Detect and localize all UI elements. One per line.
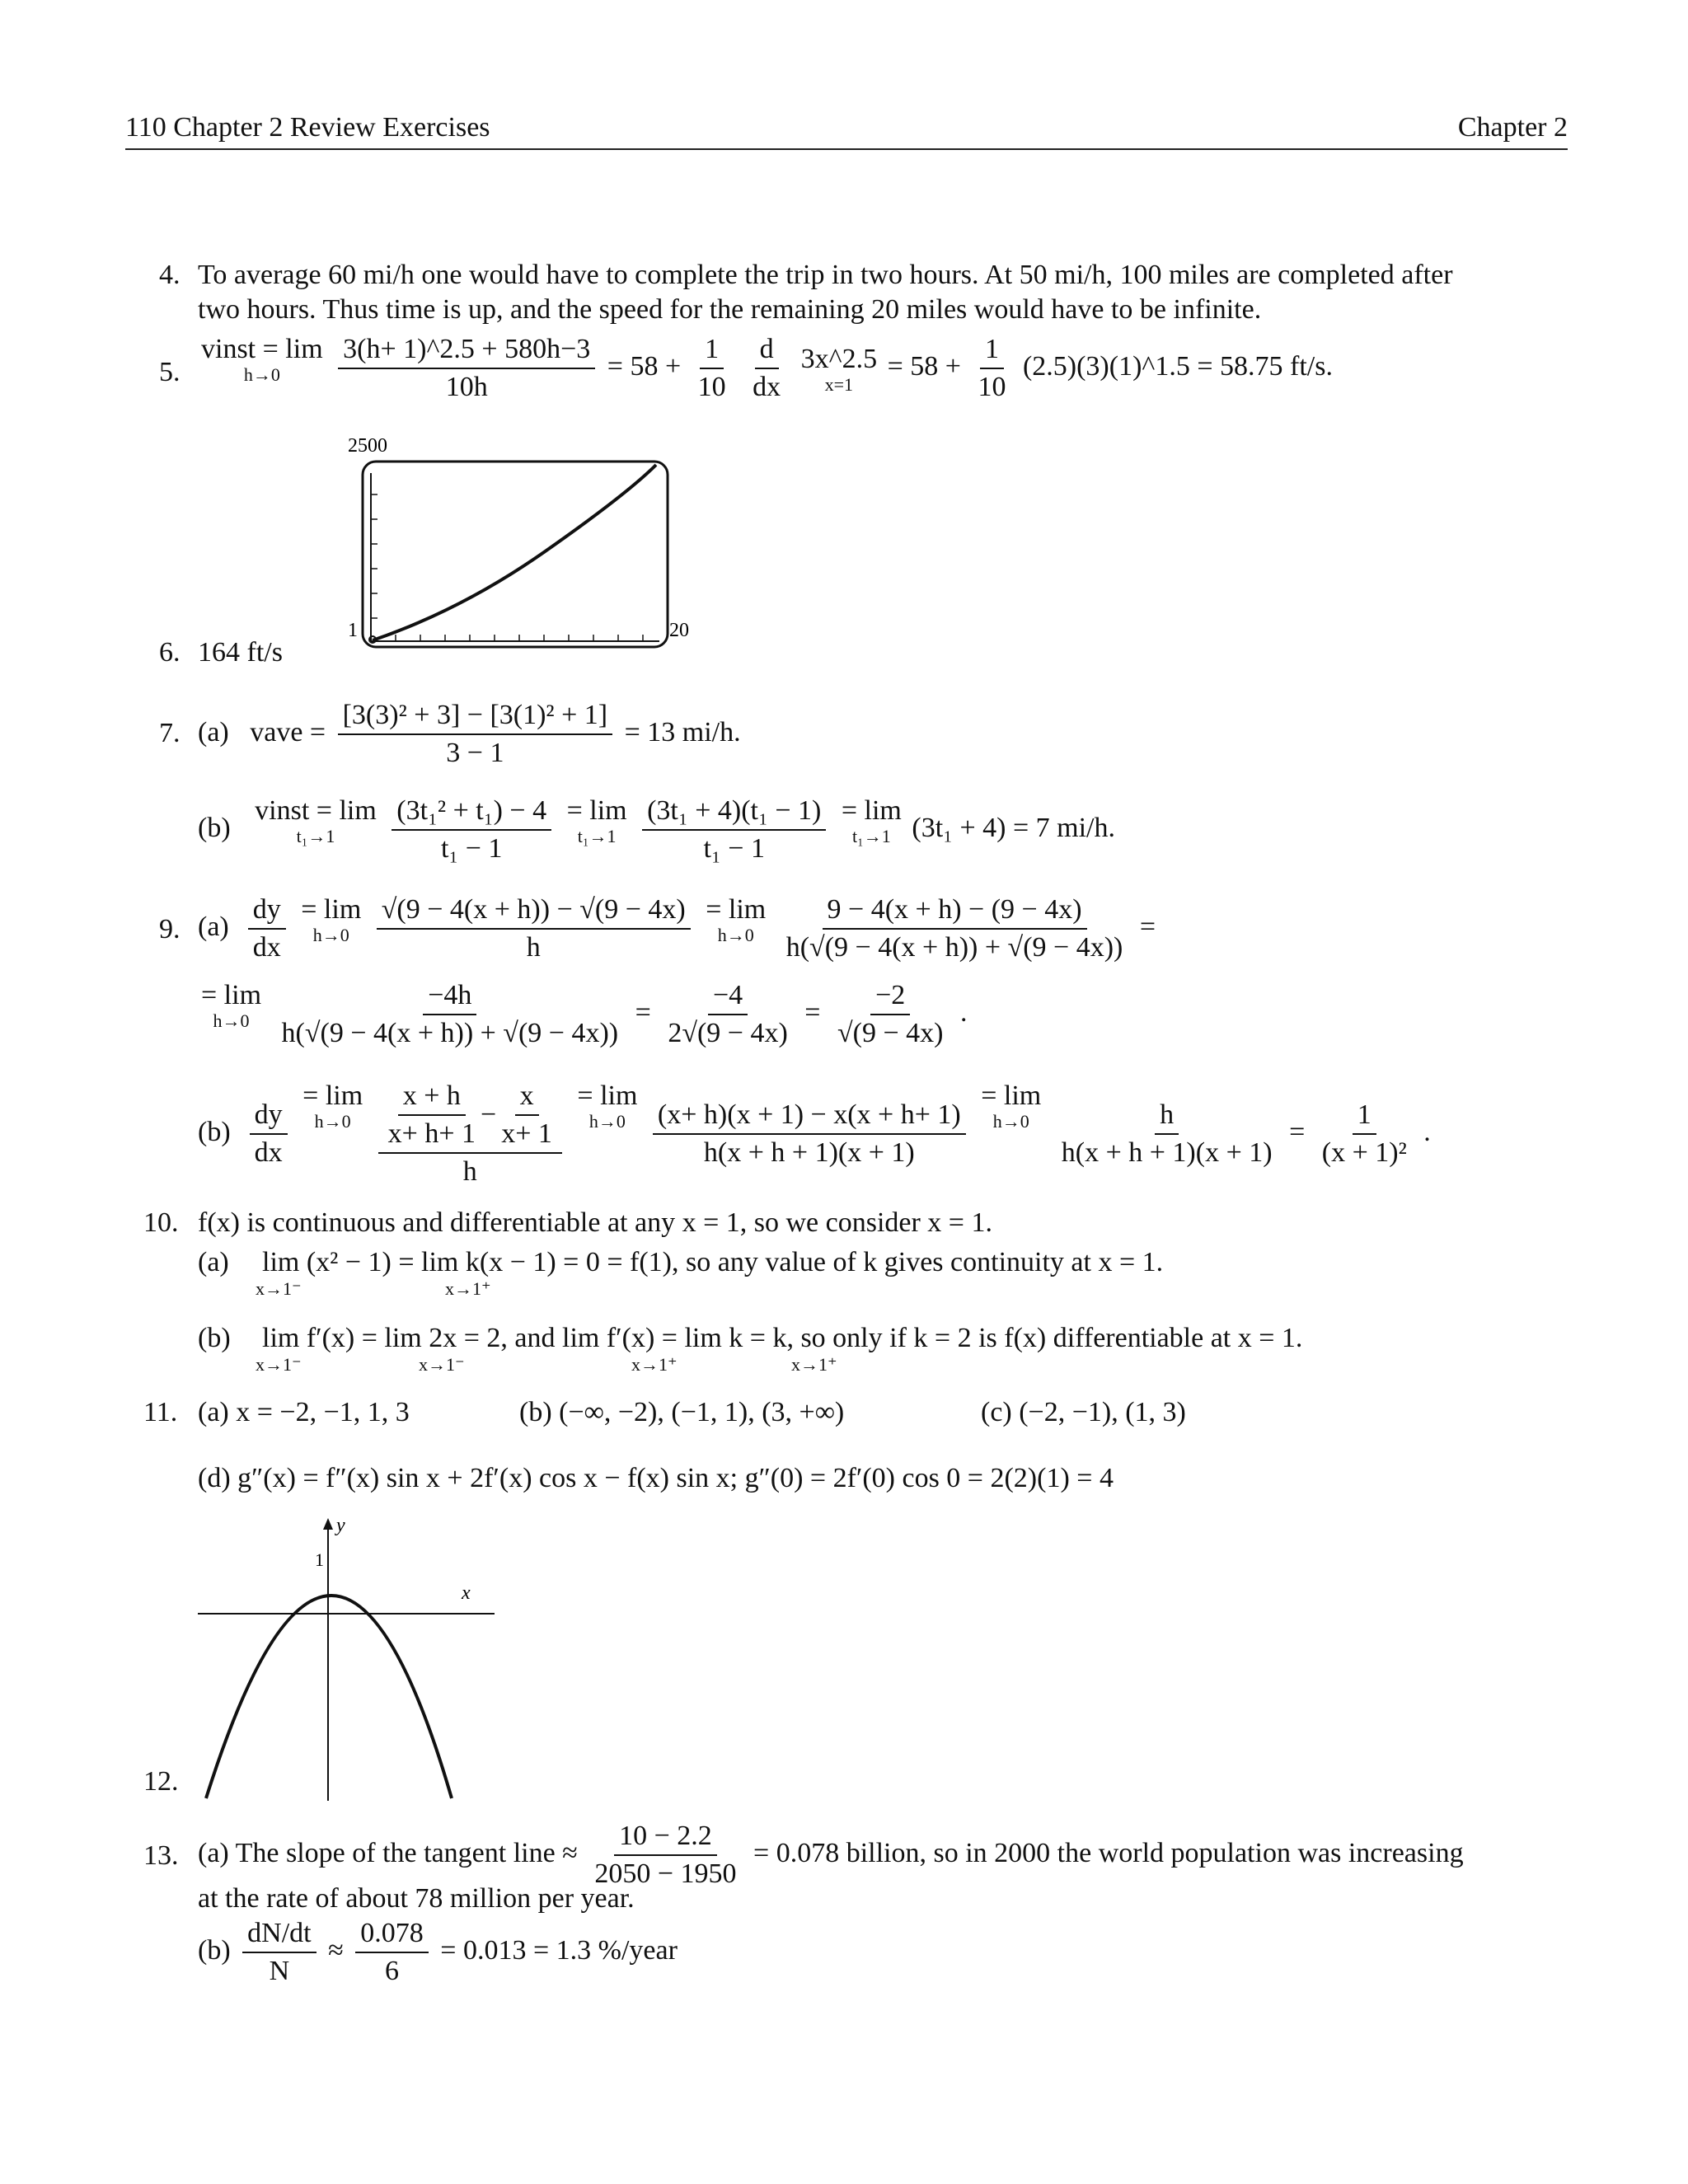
p13b-den2: 6 [385, 1956, 400, 1986]
header-rule [125, 148, 1568, 150]
p5-mid: = 58 + [607, 350, 682, 382]
p6-xmax-label: 20 [669, 620, 689, 641]
problem-7b [198, 794, 1115, 865]
problem-13a [198, 1820, 1464, 1891]
problem-13b [198, 1917, 678, 1988]
p9b-dx: dx [254, 1137, 283, 1168]
p9a-f5-num: −2 [870, 979, 910, 1015]
problem-13a-line2: at the rate of about 78 million per year. [198, 1883, 635, 1914]
p9b-eq1: = lim [302, 1080, 363, 1111]
p9a-l2-lead: = lim [201, 980, 262, 1010]
p13a-num: 10 − 2.2 [614, 1820, 717, 1856]
p10a-sub2: x→1⁺ [445, 1278, 491, 1299]
p5-f2-num: 1 [700, 333, 724, 369]
p5-f3-num: 1 [980, 333, 1004, 369]
p9b-mid-a: x+ h+ 1 [387, 1118, 476, 1149]
problem-5-number: 5. [159, 357, 181, 387]
p10b-sub2: x→1⁻ [419, 1354, 465, 1375]
p5-f3-den: 10 [978, 372, 1006, 402]
problem-11d: (d) g″(x) = f″(x) sin x + 2f′(x) cos x − f(x) sin x; g″(0) = 2f′(0) cos 0 = 2(2)(1) = 4 [198, 1463, 1114, 1493]
problem-6-graph [338, 429, 689, 676]
p9a-sub3: h→0 [213, 1010, 250, 1031]
problem-10a-text: lim (x² − 1) = lim k(x − 1) = 0 = f(1), so any value of k gives continuity at x = 1. [262, 1247, 1164, 1277]
p7b-sub1: t₁→1 [296, 826, 335, 846]
p7b-sub2: t₁→1 [577, 826, 617, 846]
p9a-f2-den: h(√(9 − 4(x + h)) + √(9 − 4x)) [785, 932, 1123, 963]
p9b-sub3: h→0 [992, 1111, 1029, 1132]
p9a-f1-den: h [526, 932, 541, 963]
p5-expr: 3x^2.5 [800, 344, 878, 374]
problem-10a-part: (a) [198, 1247, 229, 1277]
p9a-f5-den: √(9 − 4x) [837, 1018, 944, 1048]
p13a-part: (a) [198, 1837, 229, 1868]
p13b-num: dN/dt [242, 1917, 316, 1953]
p13b-den: N [269, 1956, 290, 1986]
problem-10-number: 10. [143, 1207, 179, 1238]
problem-7a [198, 699, 741, 770]
problem-7-number: 7. [159, 718, 181, 748]
problem-4-line1: To average 60 mi/h one would have to complete the trip in two hours. At 50 mi/h, 100 miles are completed after [198, 260, 1453, 290]
p9a-f2-num: 9 − 4(x + h) − (9 − 4x) [823, 893, 1087, 930]
p7b-tail: (3t₁ + 4) = 7 mi/h. [912, 812, 1116, 843]
problem-4-number: 4. [159, 260, 181, 290]
p12-x-label: x [462, 1582, 471, 1604]
p9a-part: (a) [198, 911, 229, 942]
header-right-label: Chapter 2 [1457, 112, 1568, 143]
p10a-sub1: x→1⁻ [256, 1278, 302, 1299]
p10b-sub1: x→1⁻ [256, 1354, 302, 1375]
p12-y-arrow-icon [323, 1518, 333, 1530]
p9a-f4-num: −4 [708, 979, 748, 1015]
header-right [1458, 112, 1568, 143]
header-left [125, 112, 490, 143]
p7b-f1-num: (3t₁² + t₁) − 4 [392, 794, 551, 831]
problem-12-number: 12. [143, 1766, 179, 1797]
p9a-f3-den: h(√(9 − 4(x + h)) + √(9 − 4x)) [281, 1018, 619, 1048]
p9b-top-b: x [515, 1080, 539, 1116]
p7a-tail: = 13 mi/h. [624, 716, 741, 748]
p6-x-ticks [396, 635, 643, 641]
p10b-sub4: x→1⁺ [791, 1354, 837, 1375]
p5-eval-sub: x=1 [824, 374, 854, 395]
header-chapter-title: Chapter 2 Review Exercises [173, 112, 490, 143]
problem-9a-line1 [198, 893, 1156, 964]
p7b-part: (b) [198, 812, 231, 843]
p13a-tail: = 0.078 billion, so in 2000 the world population was increasing [753, 1837, 1464, 1868]
p9b-den1: h [462, 1156, 477, 1187]
p6-curve [373, 465, 656, 640]
p5-lhs: vinst = lim [201, 334, 323, 364]
p7b-f1-den: t₁ − 1 [440, 833, 503, 864]
p9b-f3-den: h(x + h + 1)(x + 1) [1061, 1137, 1273, 1168]
p9b-f3-num: h [1155, 1099, 1179, 1135]
p6-ymin-label: 1 [348, 620, 358, 641]
p10b-sub3: x→1⁺ [631, 1354, 678, 1375]
p9a-f4-den: 2√(9 − 4x) [668, 1018, 788, 1048]
p9a-eq-end: = [1139, 911, 1156, 942]
p7a-num: [3(3)² + 3] − [3(1)² + 1] [338, 699, 613, 735]
problem-10-intro: f(x) is continuous and differentiable at any x = 1, so we consider x = 1. [198, 1207, 992, 1238]
p9a-eq1: = lim [301, 894, 362, 925]
p9b-f2-den: h(x + h + 1)(x + 1) [703, 1137, 915, 1168]
p7b-f2-den: t₁ − 1 [703, 833, 765, 864]
problem-12-graph [190, 1516, 503, 1805]
p7b-lhs: vinst = lim [255, 795, 377, 826]
p6-y-ticks [371, 494, 377, 618]
p13b-part: (b) [198, 1934, 231, 1966]
p5-ddx-num: d [755, 333, 779, 369]
problem-13-number: 13. [143, 1840, 179, 1871]
problem-9-number: 9. [159, 914, 181, 944]
problem-9b: (b) $\frac{dy}{dx}$ = lim h→0 $\frac{x + h}{x+ h+ 1}$ − $\frac{x}{x+ 1}$ h = lim h→0 $\frac{(x+ h)(x + 1) - x(x + h+ 1)}{h(x + h + 1)(x + 1)}$ = lim h→0 $\frac{h}{h(x + h + 1)(x + 1)}$ = $\frac{1}{\text{(x + 1)²}}$ . [198, 1080, 1431, 1187]
p9b-part: (b) [198, 1116, 231, 1147]
p5-tail: (2.5)(3)(1)^1.5 = 58.75 ft/s. [1022, 350, 1333, 382]
p9b-compound-num: $\frac{x + h}{x+ h+ 1}$ − $\frac{x}{x+ 1}$ [378, 1080, 562, 1154]
problem-11c: (c) (−2, −1), (1, 3) [981, 1397, 1186, 1427]
p9b-f2-num: (x+ h)(x + 1) − x(x + h+ 1) [653, 1099, 966, 1135]
p9a-dx: dx [252, 932, 281, 963]
p9a-eq2: = lim [706, 894, 767, 925]
p9b-eq2: = lim [577, 1080, 638, 1111]
p5-f1-num: 3(h+ 1)^2.5 + 580h−3 [338, 333, 595, 369]
p7a-den: 3 − 1 [446, 738, 504, 768]
problem-6-text: 164 ft/s [198, 637, 283, 668]
p13b-approx: ≈ [328, 1934, 344, 1966]
problem-11b: (b) (−∞, −2), (−1, 1), (3, +∞) [519, 1397, 845, 1427]
p9a-sub1: h→0 [312, 925, 349, 945]
p9b-dy: dy [250, 1099, 288, 1135]
p9b-top-a: x + h [398, 1080, 466, 1116]
p13a-lead: The slope of the tangent line ≈ [235, 1837, 578, 1868]
p6-frame [363, 462, 668, 647]
p9b-f4-den: (x + 1)² [1321, 1137, 1407, 1168]
p5-ddx-den: dx [753, 372, 781, 402]
problem-11-number: 11. [143, 1397, 178, 1427]
problem-5-equation [198, 333, 1333, 404]
problem-11a: (a) x = −2, −1, 1, 3 [198, 1397, 410, 1427]
p9a-f1-num: √(9 − 4(x + h)) − √(9 − 4x) [377, 893, 691, 930]
p9b-sub1: h→0 [314, 1111, 351, 1132]
p7b-mid: = lim [566, 795, 627, 826]
p12-tick-label: 1 [315, 1549, 324, 1570]
p13b-tail: = 0.013 = 1.3 %/year [440, 1934, 678, 1966]
p9a-f3-num: −4h [423, 979, 476, 1015]
p7b-f2-num: (3t₁ + 4)(t₁ − 1) [642, 794, 826, 831]
problem-6-number: 6. [159, 637, 181, 668]
problem-9a-line2: = lim h→0 $\frac{-4h}{h(√(9 - 4(x + h)) + √(9 - 4x))}$ = $\frac{-4}{2√(9 - 4x)}$ = $\frac{-2}{√(9 - 4x)}$ . [201, 980, 968, 1048]
problem-10b-text: lim f′(x) = lim 2x = 2, and lim f′(x) = lim k = k, so only if k = 2 is f(x) differentiable at x = 1. [262, 1323, 1303, 1353]
p9b-f4-num: 1 [1353, 1099, 1376, 1135]
p7b-mid2: = lim [841, 795, 902, 826]
p9a-dy: dy [248, 893, 286, 930]
p5-lim-sub: h→0 [243, 364, 280, 385]
p5-f1-den: 10h [445, 372, 488, 402]
p9a-sub2: h→0 [717, 925, 754, 945]
header-page-number: 110 [125, 112, 166, 143]
p13a-den: 2050 − 1950 [594, 1858, 737, 1889]
p7a-part: (a) [198, 716, 229, 748]
p9b-eq3: = lim [981, 1080, 1042, 1111]
problem-10b-part: (b) [198, 1323, 231, 1353]
p6-ymax-label: 2500 [348, 435, 387, 457]
p9b-mid-b: x+ 1 [501, 1118, 552, 1149]
p5-f2-den: 10 [697, 372, 726, 402]
p7b-sub3: t₁→1 [851, 826, 891, 846]
p12-y-label: y [336, 1515, 345, 1536]
p9b-sub2: h→0 [588, 1111, 626, 1132]
problem-4-line2: two hours. Thus time is up, and the speed for the remaining 20 miles would have to be infinite. [198, 294, 1262, 325]
p13b-num2: 0.078 [355, 1917, 429, 1953]
p5-mid2: = 58 + [887, 350, 961, 382]
p7a-lhs: vave = [250, 716, 326, 748]
